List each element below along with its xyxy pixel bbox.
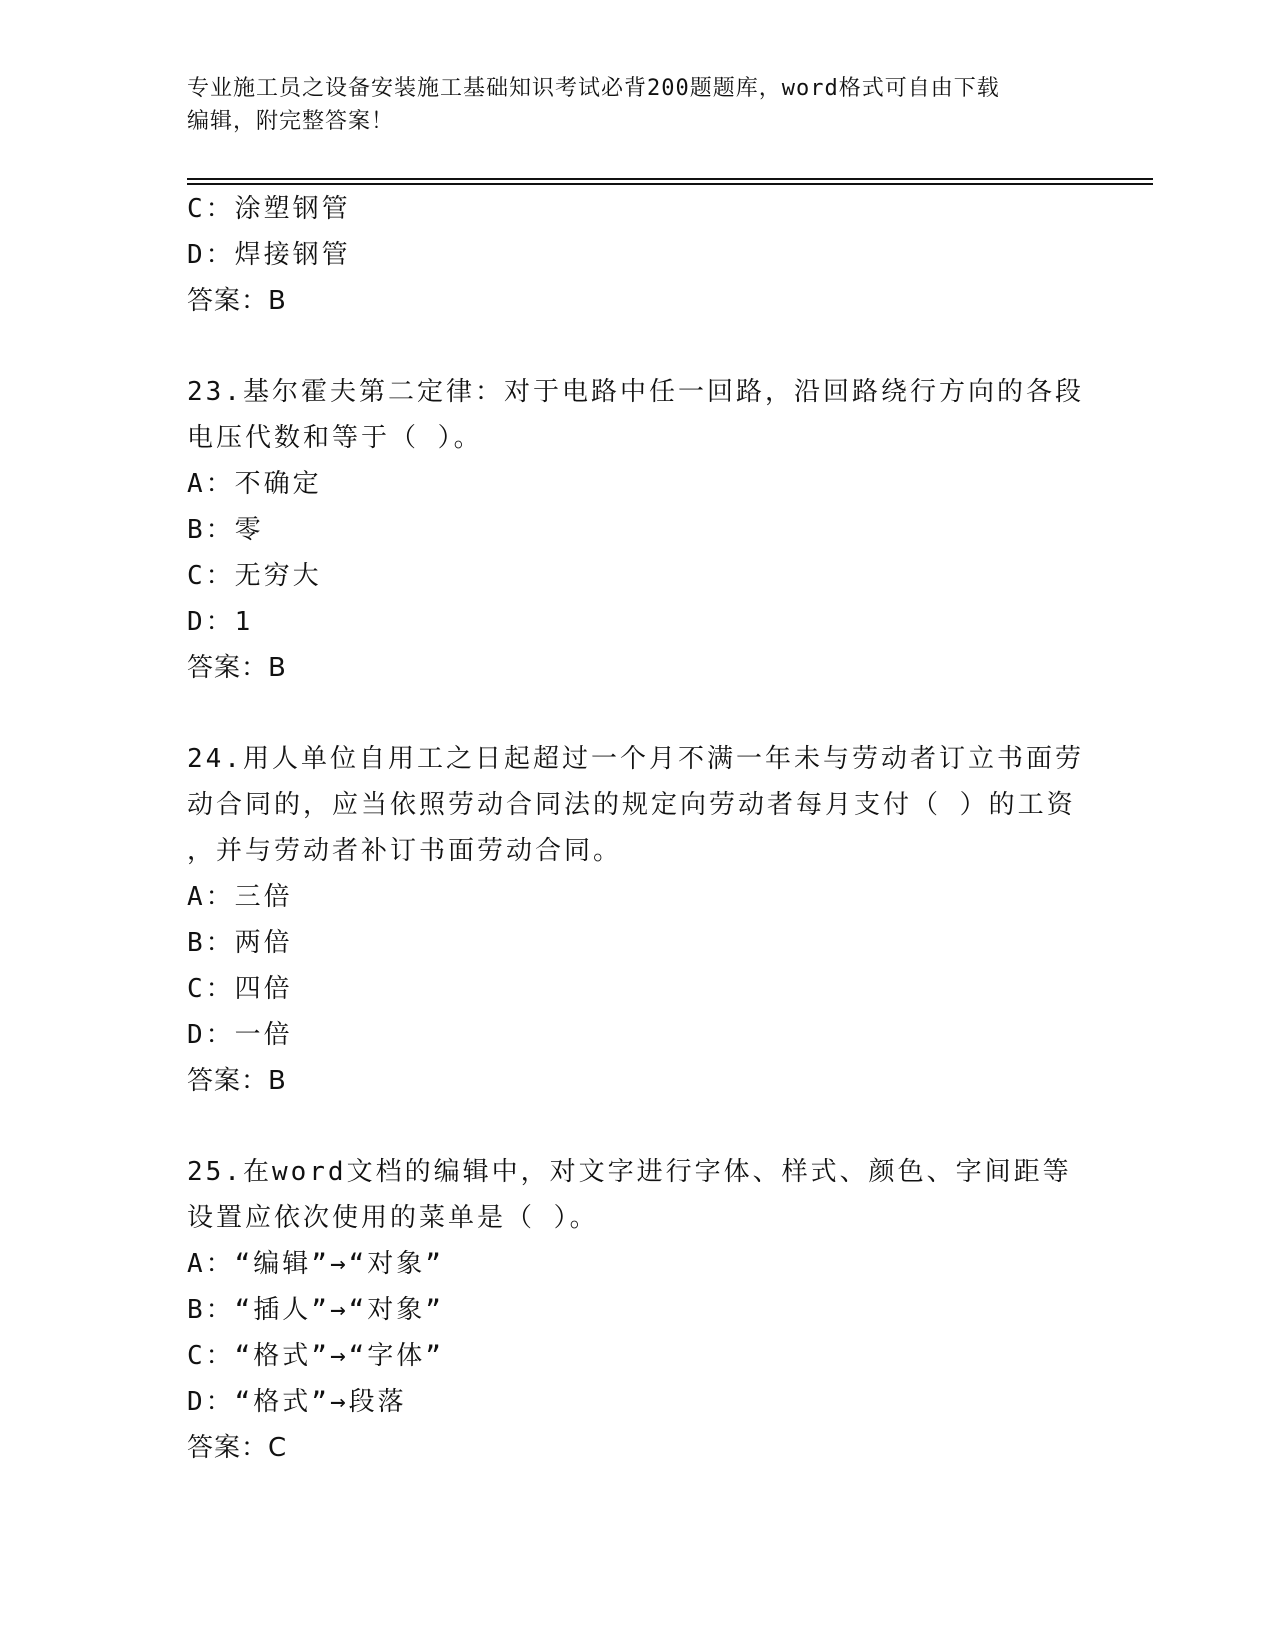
option-b: B：“插人”→“对象” xyxy=(187,1295,444,1325)
option-c: C：无穷大 xyxy=(187,561,322,591)
option-c: C：四倍 xyxy=(187,974,293,1004)
header-line-1: 专业施工员之设备安装施工基础知识考试必背200题题库，word格式可自由下载 xyxy=(187,76,1000,101)
question-stem: 25.在word文档的编辑中，对文字进行字体、样式、颜色、字间距等 xyxy=(187,1157,1072,1187)
option-a: A：不确定 xyxy=(187,469,322,499)
spacer xyxy=(187,1104,1087,1149)
option-a: A：三倍 xyxy=(187,882,293,912)
answer: 答案：B xyxy=(187,653,287,683)
answer: 答案：B xyxy=(187,286,287,316)
option-d: D：“格式”→段落 xyxy=(187,1387,407,1417)
spacer xyxy=(187,691,1087,736)
option-d: D：1 xyxy=(187,607,254,637)
option-a: A：“编辑”→“对象” xyxy=(187,1249,444,1279)
spacer xyxy=(187,324,1087,369)
option-b: B：零 xyxy=(187,515,264,545)
option-b: B：两倍 xyxy=(187,928,293,958)
question-stem: 动合同的，应当依照劳动合同法的规定向劳动者每月支付（ ）的工资 xyxy=(187,790,1076,820)
answer: 答案：C xyxy=(187,1433,288,1463)
question-stem: ，并与劳动者补订书面劳动合同。 xyxy=(187,836,623,866)
question-stem: 23.基尔霍夫第二定律：对于电路中任一回路，沿回路绕行方向的各段 xyxy=(187,377,1084,407)
question-25 xyxy=(187,1149,1087,1471)
question-23 xyxy=(187,369,1087,691)
option-c: C：“格式”→“字体” xyxy=(187,1341,444,1371)
header-divider-top xyxy=(187,178,1153,180)
question-24 xyxy=(187,736,1087,1104)
question-list xyxy=(187,186,1087,1471)
option-d: D：一倍 xyxy=(187,1020,293,1050)
question-stem: 设置应依次使用的菜单是（ ）。 xyxy=(187,1203,599,1233)
header-line-2: 编辑，附完整答案！ xyxy=(187,109,395,134)
question-stem: 24.用人单位自用工之日起超过一个月不满一年未与劳动者订立书面劳 xyxy=(187,744,1084,774)
option-d: D：焊接钢管 xyxy=(187,240,351,270)
header-divider-bottom xyxy=(187,183,1153,185)
option-c: C：涂塑钢管 xyxy=(187,194,351,224)
answer: 答案：B xyxy=(187,1066,287,1096)
question-stem: 电压代数和等于（ ）。 xyxy=(187,423,483,453)
question-22-continued xyxy=(187,186,1087,324)
document-header xyxy=(187,72,1087,138)
